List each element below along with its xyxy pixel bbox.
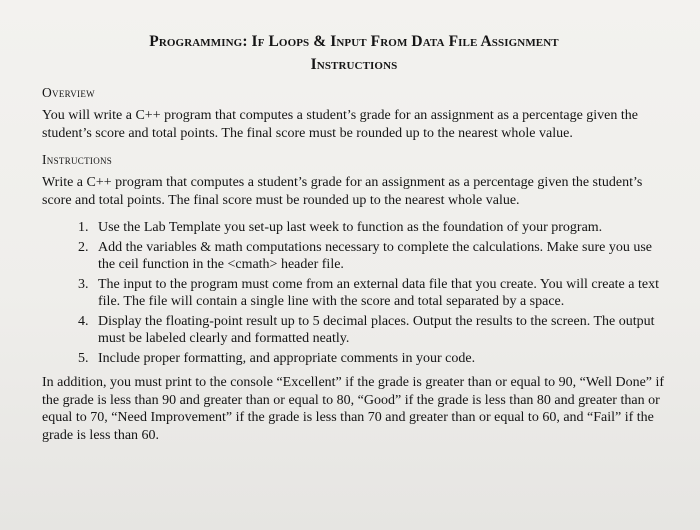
- grading-rules-paragraph: In addition, you must print to the console “Excellent” if the grade is greater than or equal to 90, “Well Done” if the grade is less than 90 and greater than or equal to 80, “Good” if the grade is less than 80 and greater than or equal to 70, “Need Improvement” if the grade is less than 70 and greater than or equal to 60, and “Fail” if the grade is less than 60.: [42, 375, 665, 443]
- instruction-step: 3. The input to the program must come from an external data file that you create. You will create a text file. The file will contain a single line with the score and total separated by a space.: [92, 276, 666, 311]
- instruction-step: 2. Add the variables & math computations necessary to complete the calculations. Make sure you use the ceil function in the <cmath> header file.: [92, 239, 666, 274]
- title-line-1: Programming: If Loops & Input From Data File Assignment: [149, 33, 559, 50]
- instructions-heading: Instructions: [42, 152, 113, 167]
- overview-paragraph: You will write a C++ program that computes a student’s grade for an assignment as a percentage given the student’s score and total points. The final score must be rounded up to the nearest whole value.: [42, 108, 638, 141]
- document-title: [42, 30, 666, 76]
- instructions-paragraph: Write a C++ program that computes a student’s grade for an assignment as a percentage given the student’s score and total points. The final score must be rounded up to the nearest whole value.: [42, 175, 643, 208]
- overview-heading: Overview: [42, 85, 95, 100]
- instruction-step: 4. Display the floating-point result up to 5 decimal places. Output the results to the screen. The output must be labeled clearly and formatted neatly.: [92, 313, 666, 348]
- instruction-step: 5. Include proper formatting, and appropriate comments in your code.: [92, 350, 666, 368]
- instruction-steps-list: [42, 219, 666, 367]
- instruction-step: 1. Use the Lab Template you set-up last week to function as the foundation of your program.: [92, 219, 666, 237]
- title-line-2: Instructions: [310, 56, 398, 73]
